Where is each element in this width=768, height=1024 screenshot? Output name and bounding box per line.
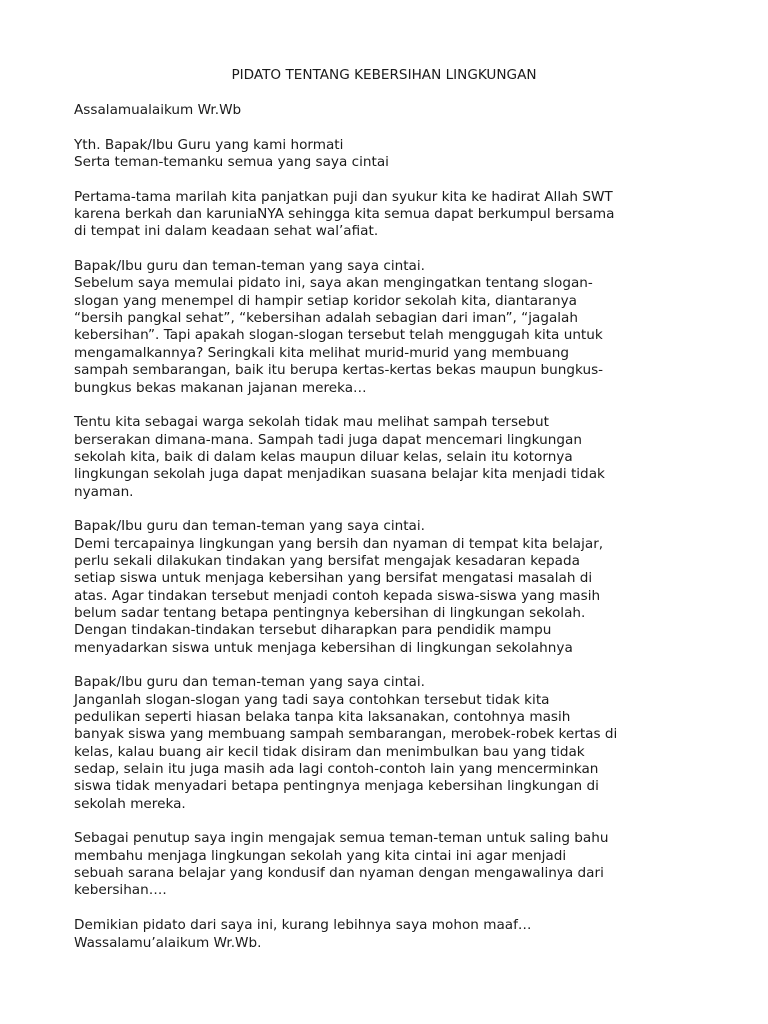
text-line: pedulikan seperti hiasan belaka tanpa kita laksanakan, contohnya masih — [74, 709, 571, 726]
text-line: kebersihan”. Tapi apakah slogan-slogan tersebut telah menggugah kita untuk — [74, 327, 603, 344]
text-line: karena berkah dan karuniaNYA sehingga kita semua dapat berkumpul bersama — [74, 206, 615, 223]
text-line: Assalamualaikum Wr.Wb — [74, 102, 242, 118]
text-line: Wassalamu’alaikum Wr.Wb. — [74, 934, 262, 951]
text-line: Pertama-tama marilah kita panjatkan puji dan syukur kita ke hadirat Allah SWT — [74, 188, 613, 205]
text-line: sedap, selain itu juga masih ada lagi contoh-contoh lain yang mencerminkan — [74, 761, 599, 778]
text-line: membahu menjaga lingkungan sekolah yang kita cintai ini agar menjadi — [74, 847, 567, 864]
text-line: di tempat ini dalam keadaan sehat wal’afiat. — [74, 223, 379, 240]
document-title: PIDATO TENTANG KEBERSIHAN LINGKUNGAN — [231, 67, 537, 83]
text-line: setiap siswa untuk menjaga kebersihan yang bersifat mengatasi masalah di — [74, 570, 593, 587]
text-line: belum sadar tentang betapa pentingnya kebersihan di lingkungan sekolah. — [74, 604, 586, 621]
text-line: Bapak/Ibu guru dan teman-teman yang saya cintai. — [74, 518, 425, 535]
paragraph — [74, 137, 754, 172]
text-line: siswa tidak menyadari betapa pentingnya menjaga kebersihan lingkungan di — [74, 778, 599, 795]
text-line: sebuah sarana belajar yang kondusif dan nyaman dengan mengawalinya dari — [74, 865, 604, 882]
text-line: bungkus bekas makanan jajanan mereka… — [74, 379, 367, 396]
text-line: Bapak/Ibu guru dan teman-teman yang saya cintai. — [74, 674, 425, 691]
text-line: kebersihan…. — [74, 882, 167, 899]
document-body — [74, 102, 754, 969]
text-line: mengamalkannya? Seringkali kita melihat murid-murid yang membuang — [74, 344, 569, 361]
text-line: sampah sembarangan, baik itu berupa kertas-kertas bekas maupun bungkus- — [74, 362, 604, 379]
text-line: sekolah kita, baik di dalam kelas maupun diluar kelas, selain itu kotornya — [74, 448, 573, 465]
text-line: nyaman. — [74, 483, 134, 500]
text-line: Dengan tindakan-tindakan tersebut diharapkan para pendidik mampu — [74, 622, 552, 639]
text-line: sekolah mereka. — [74, 795, 186, 812]
text-line: Serta teman-temanku semua yang saya cintai — [74, 154, 389, 171]
text-line: “bersih pangkal sehat”, “kebersihan adalah sebagian dari iman”, “jagalah — [74, 310, 578, 327]
paragraph — [74, 414, 754, 501]
text-line: lingkungan sekolah juga dapat menjadikan suasana belajar kita menjadi tidak — [74, 466, 605, 483]
text-line: atas. Agar tindakan tersebut menjadi contoh kepada siswa-siswa yang masih — [74, 587, 601, 604]
paragraph — [74, 518, 754, 657]
text-line: Sebelum saya memulai pidato ini, saya akan mengingatkan tentang slogan- — [74, 275, 593, 292]
text-line: slogan yang menempel di hampir setiap koridor sekolah kita, diantaranya — [74, 292, 577, 309]
text-line: Yth. Bapak/Ibu Guru yang kami hormati — [74, 136, 344, 153]
text-line: berserakan dimana-mana. Sampah tadi juga dapat mencemari lingkungan — [74, 431, 582, 448]
paragraph — [74, 830, 754, 899]
text-line: Janganlah slogan-slogan yang tadi saya contohkan tersebut tidak kita — [74, 691, 550, 708]
text-line: Tentu kita sebagai warga sekolah tidak mau melihat sampah tersebut — [74, 414, 549, 431]
paragraph — [74, 674, 754, 813]
text-line: Demikian pidato dari saya ini, kurang lebihnya saya mohon maaf… — [74, 917, 532, 934]
text-line: menyadarkan siswa untuk menjaga kebersihan di lingkungan sekolahnya — [74, 639, 573, 656]
paragraph — [74, 189, 754, 241]
text-line: Demi tercapainya lingkungan yang bersih dan nyaman di tempat kita belajar, — [74, 535, 604, 552]
text-line: banyak siswa yang membuang sampah sembarangan, merobek-robek kertas di — [74, 726, 618, 743]
text-line: kelas, kalau buang air kecil tidak disiram dan menimbulkan bau yang tidak — [74, 743, 585, 760]
text-line: Bapak/Ibu guru dan teman-teman yang saya cintai. — [74, 258, 425, 275]
paragraph — [74, 258, 754, 397]
text-line: Sebagai penutup saya ingin mengajak semua teman-teman untuk saling bahu — [74, 830, 609, 847]
paragraph — [74, 102, 754, 119]
text-line: perlu sekali dilakukan tindakan yang bersifat mengajak kesadaran kepada — [74, 552, 580, 569]
paragraph — [74, 917, 754, 952]
